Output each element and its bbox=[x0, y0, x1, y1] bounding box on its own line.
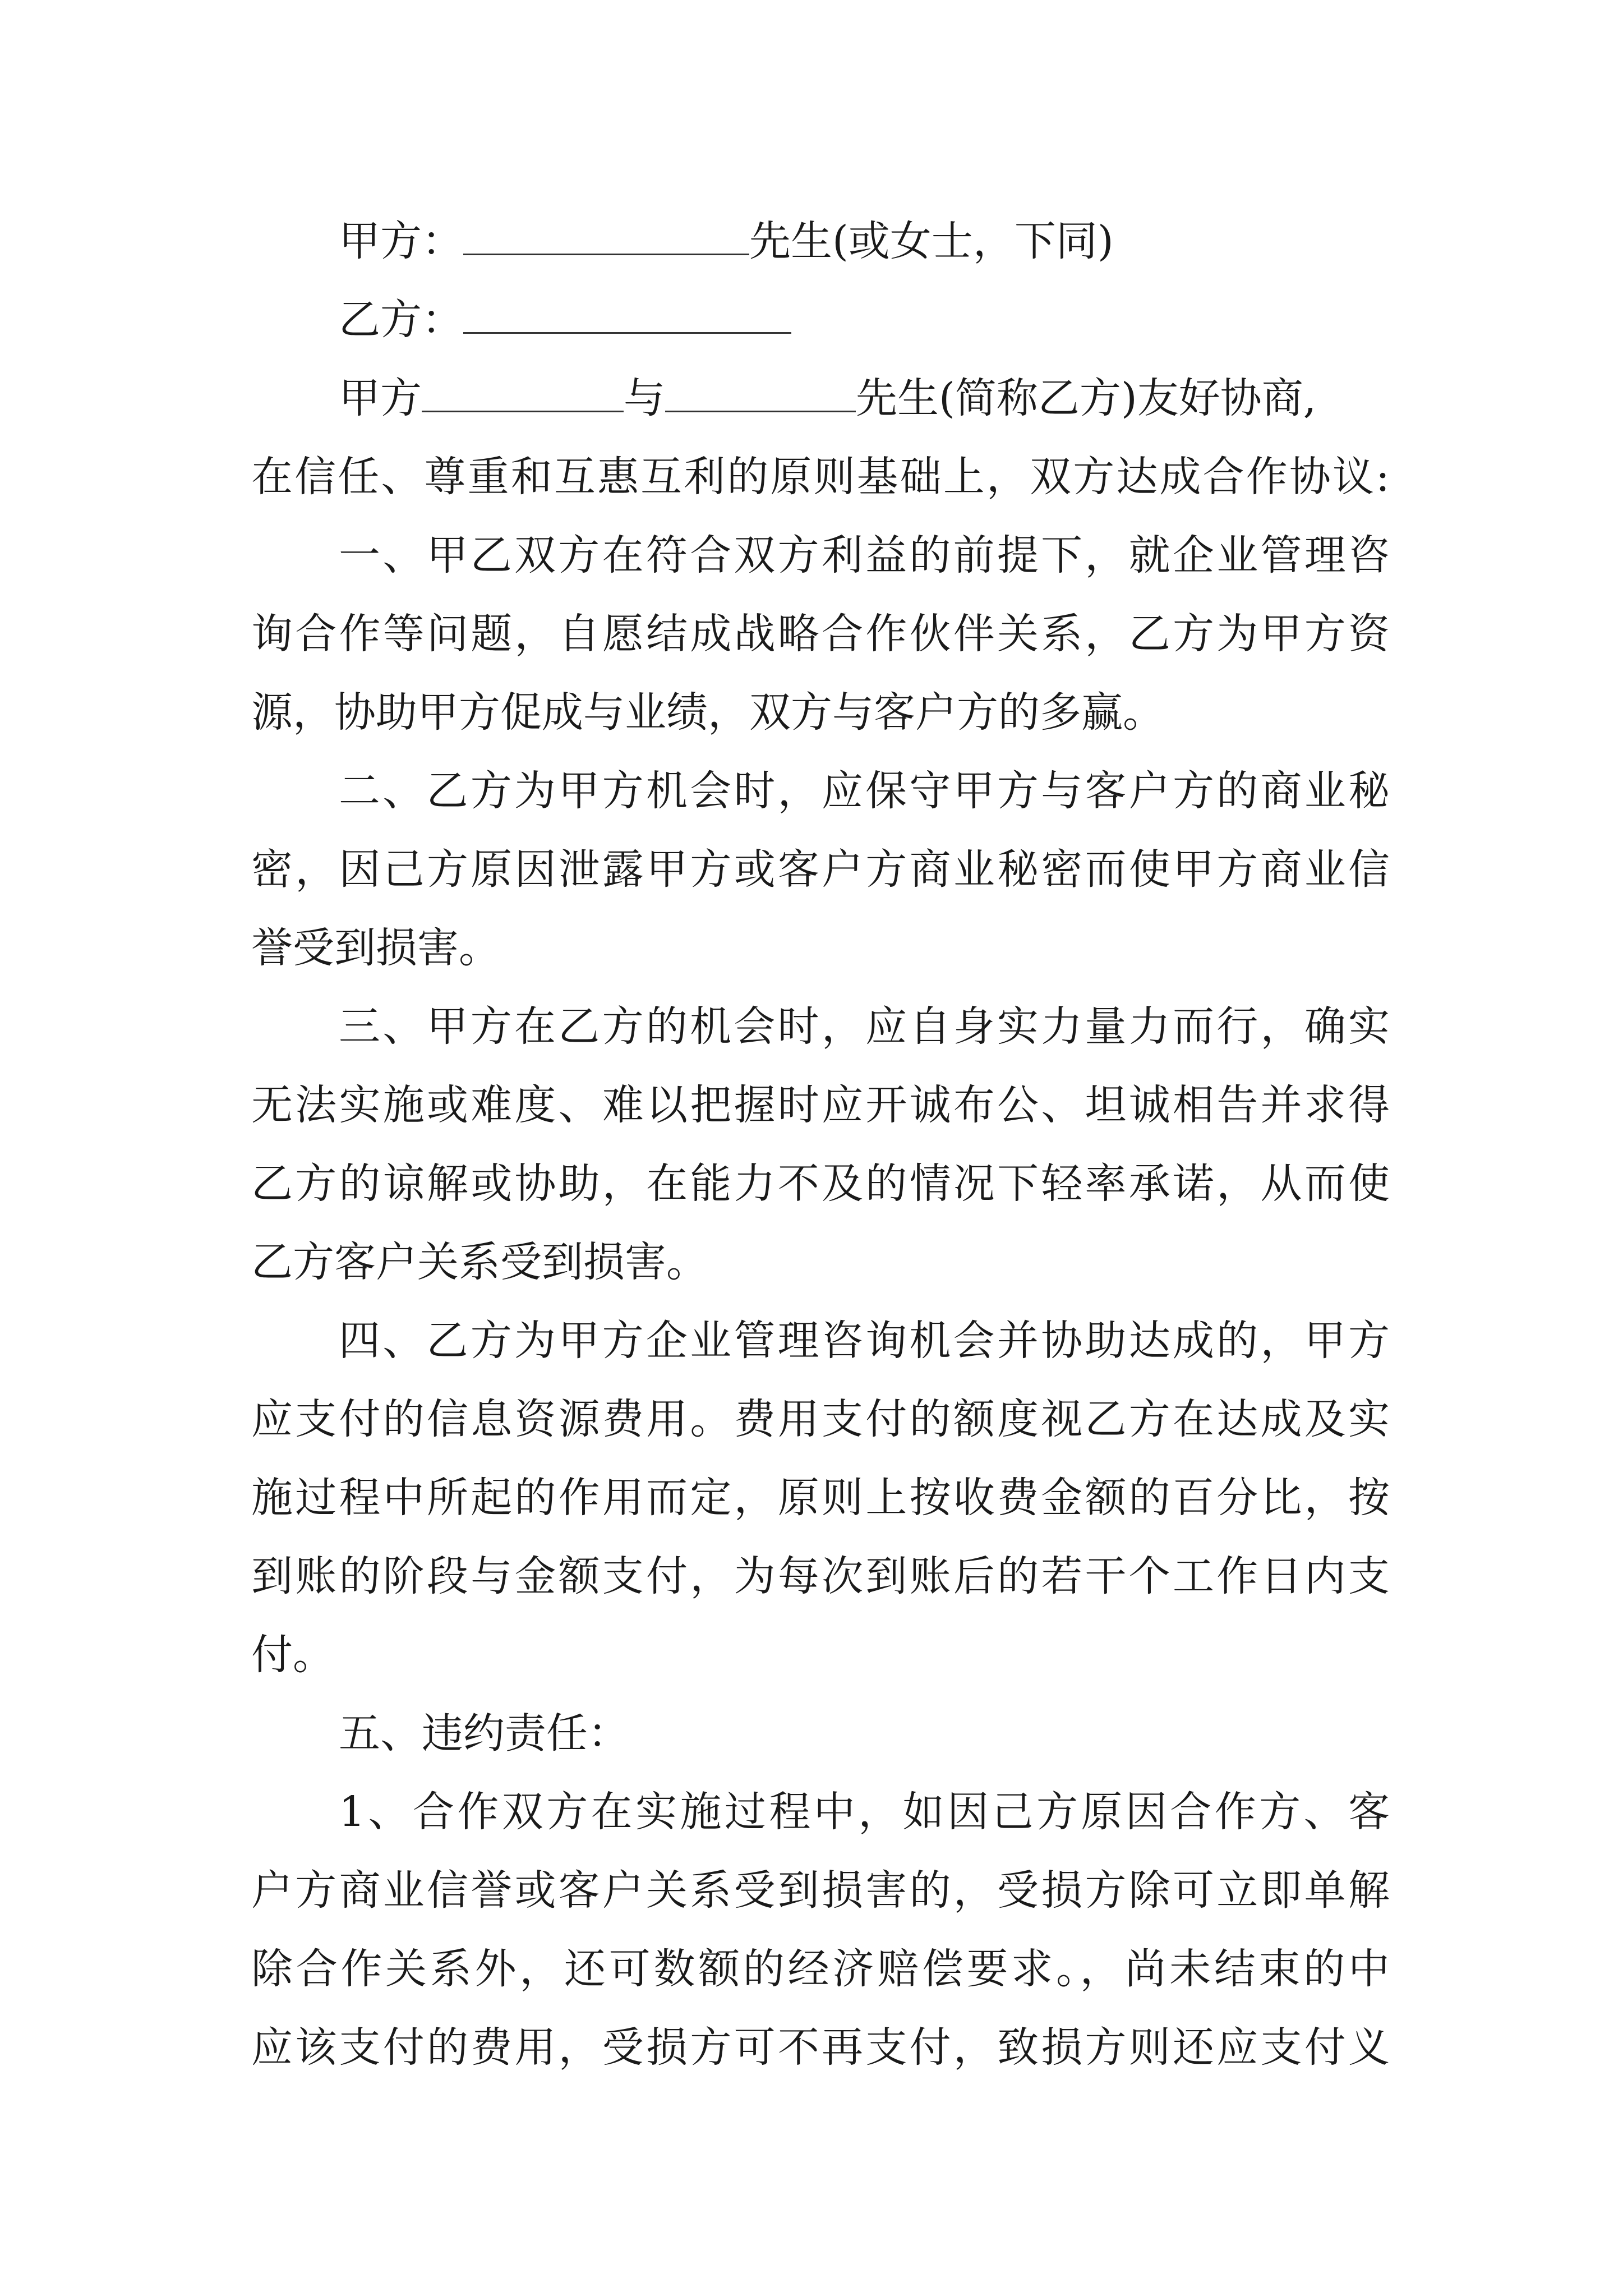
clause-4-line-4: 到账的阶段与金额支付，为每次到账后的若干个工作日内支 bbox=[251, 1552, 1390, 1600]
clause-4-line-2: 应支付的信息资源费用。费用支付的额度视乙方在达成及实 bbox=[251, 1395, 1390, 1443]
party-a-label: 甲方： bbox=[339, 217, 463, 265]
intro-blank-1[interactable] bbox=[422, 375, 624, 412]
intro-blank-2[interactable] bbox=[665, 375, 856, 412]
clause-3-line-3: 乙方的谅解或协助，在能力不及的情况下轻率承诺，从而使 bbox=[251, 1159, 1390, 1208]
intro-line-1 bbox=[339, 365, 1390, 432]
clause-3-line-2: 无法实施或难度、难以把握时应开诚布公、坦诚相告并求得 bbox=[251, 1081, 1390, 1129]
party-b-line bbox=[339, 286, 1390, 353]
clause-2-line-1: 二、乙方为甲方机会时，应保守甲方与客户方的商业秘 bbox=[339, 767, 1390, 815]
clause-3-line-4: 乙方客户关系受到损害。 bbox=[251, 1238, 708, 1286]
intro-line-2: 在信任、尊重和互惠互利的原则基础上，双方达成合作协议: bbox=[251, 453, 1390, 501]
clause-2-line-3: 誉受到损害。 bbox=[251, 924, 500, 972]
clause-4-line-1: 四、乙方为甲方企业管理咨询机会并协助达成的，甲方 bbox=[339, 1317, 1390, 1365]
party-b-label: 乙方： bbox=[339, 296, 463, 344]
clause-5-1-line-2: 户方商业信誉或客户关系受到损害的，受损方除可立即单解 bbox=[251, 1866, 1390, 1915]
clause-4-line-5: 付。 bbox=[251, 1631, 334, 1679]
clause-5-1-line-1: 1、合作双方在实施过程中，如因己方原因合作方、客 bbox=[339, 1788, 1390, 1836]
clause-5-1-line-3: 除合作关系外，还可数额的经济赔偿要求。，尚未结束的中 bbox=[251, 1945, 1390, 1993]
intro-part-1: 甲方 bbox=[339, 374, 422, 422]
party-a-suffix: 先生(或女士，下同) bbox=[749, 217, 1114, 265]
clause-4-line-3: 施过程中所起的作用而定，原则上按收费金额的百分比，按 bbox=[251, 1474, 1390, 1522]
intro-part-2: 与 bbox=[624, 374, 665, 422]
clause-5-1-line-4: 应该支付的费用，受损方可不再支付，致损方则还应支付义 bbox=[251, 2023, 1390, 2072]
clause-1-line-1: 一、甲乙双方在符合双方利益的前提下，就企业管理咨 bbox=[339, 531, 1390, 579]
party-a-line bbox=[339, 208, 1390, 275]
clause-1-line-2: 询合作等问题，自愿结成战略合作伙伴关系，乙方为甲方资 bbox=[251, 610, 1390, 658]
clause-1-line-3: 源，协助甲方促成与业绩，双方与客户方的多赢。 bbox=[251, 688, 1164, 737]
clause-3-line-1: 三、甲方在乙方的机会时，应自身实力量力而行，确实 bbox=[339, 1002, 1390, 1051]
party-a-name-blank[interactable] bbox=[463, 218, 749, 255]
clause-5-title: 五、违约责任： bbox=[339, 1709, 629, 1757]
party-b-name-blank[interactable] bbox=[463, 296, 791, 334]
intro-part-3: 先生(简称乙方)友好协商, bbox=[856, 374, 1317, 422]
clause-2-line-2: 密，因己方原因泄露甲方或客户方商业秘密而使甲方商业信 bbox=[251, 845, 1390, 894]
